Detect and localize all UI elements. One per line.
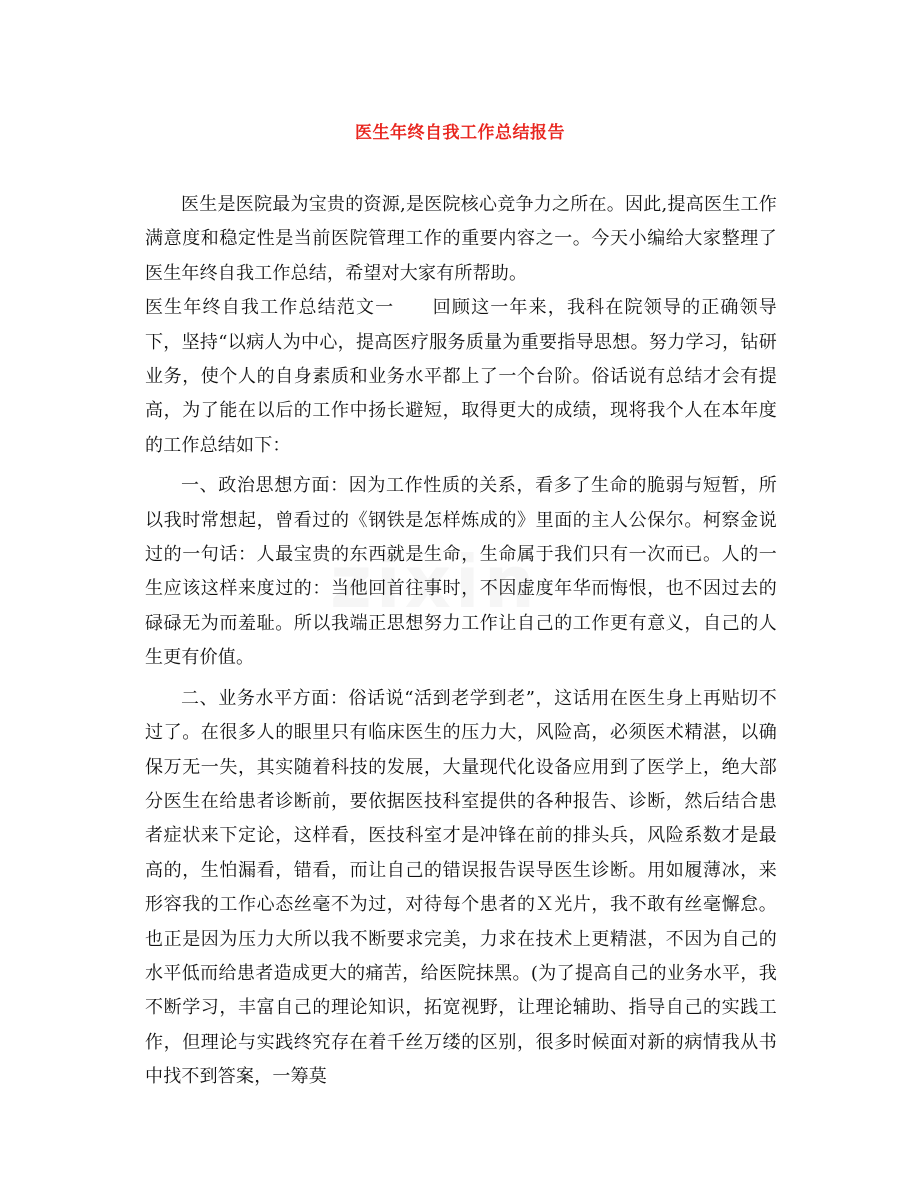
document-body [145,188,777,1095]
intro-paragraph: 医生是医院最为宝贵的资源,是医院核心竞争力之所在。因此,提高医生工作满意度和稳定性是当前医院管理工作的重要内容之一。今天小编给大家整理了医生年终自我工作总结，希望对大家有所帮助。 [145,194,777,284]
document-title: 医生年终自我工作总结报告 [355,123,565,143]
sample-one-paragraph: 医生年终自我工作总结范文一 回顾这一年来，我科在院领导的正确领导下，坚持“以病人为中心，提高医疗服务质量为重要指导思想。努力学习，钻研业务，使个人的自身素质和业务水平都上了一个台阶。俗话说有总结才会有提高，为了能在以后的工作中扬长避短，取得更大的成绩，现将我个人在本年度的工作总结如下： [145,297,777,456]
professional-level-paragraph: 二、业务水平方面：俗话说“活到老学到老”，这话用在医生身上再贴切不过了。在很多人的眼里只有临床医生的压力大，风险高，必须医术精湛，以确保万无一失，其实随着科技的发展，大量现代化设备应用到了医学上，绝大部分医生在给患者诊断前，要依据医技科室提供的各种报告、诊断，然后结合患者症状来下定论，这样看，医技科室才是冲锋在前的排头兵，风险系数才是最高的，生怕漏看，错看，而让自己的错误报告误导医生诊断。用如履薄冰，来形容我的工作心态丝毫不为过，对待每个患者的Ｘ光片，我不敢有丝毫懈怠。也正是因为压力大所以我不断要求完美，力求在技术上更精湛，不因为自己的水平低而给患者造成更大的痛苦，给医院抹黑。(为了提高自己的业务水平，我不断学习，丰富自己的理论知识，拓宽视野，让理论辅助、指导自己的实践工作，但理论与实践终究存在着千丝万缕的区别，很多时候面对新的病情我从书中找不到答案，一筹莫 [145,687,777,1088]
political-thought-paragraph: 一、政治思想方面：因为工作性质的关系，看多了生命的脆弱与短暂，所以我时常想起，曾看过的《钢铁是怎样炼成的》里面的主人公保尔。柯察金说过的一句话：人最宝贵的东西就是生命，生命属于我们只有一次而已。人的一生应该这样来度过的：当他回首往事时，不因虚度年华而悔恨，也不因过去的碌碌无为而羞耻。所以我端正思想努力工作让自己的工作更有意义，自己的人生更有价值。 [145,475,777,669]
